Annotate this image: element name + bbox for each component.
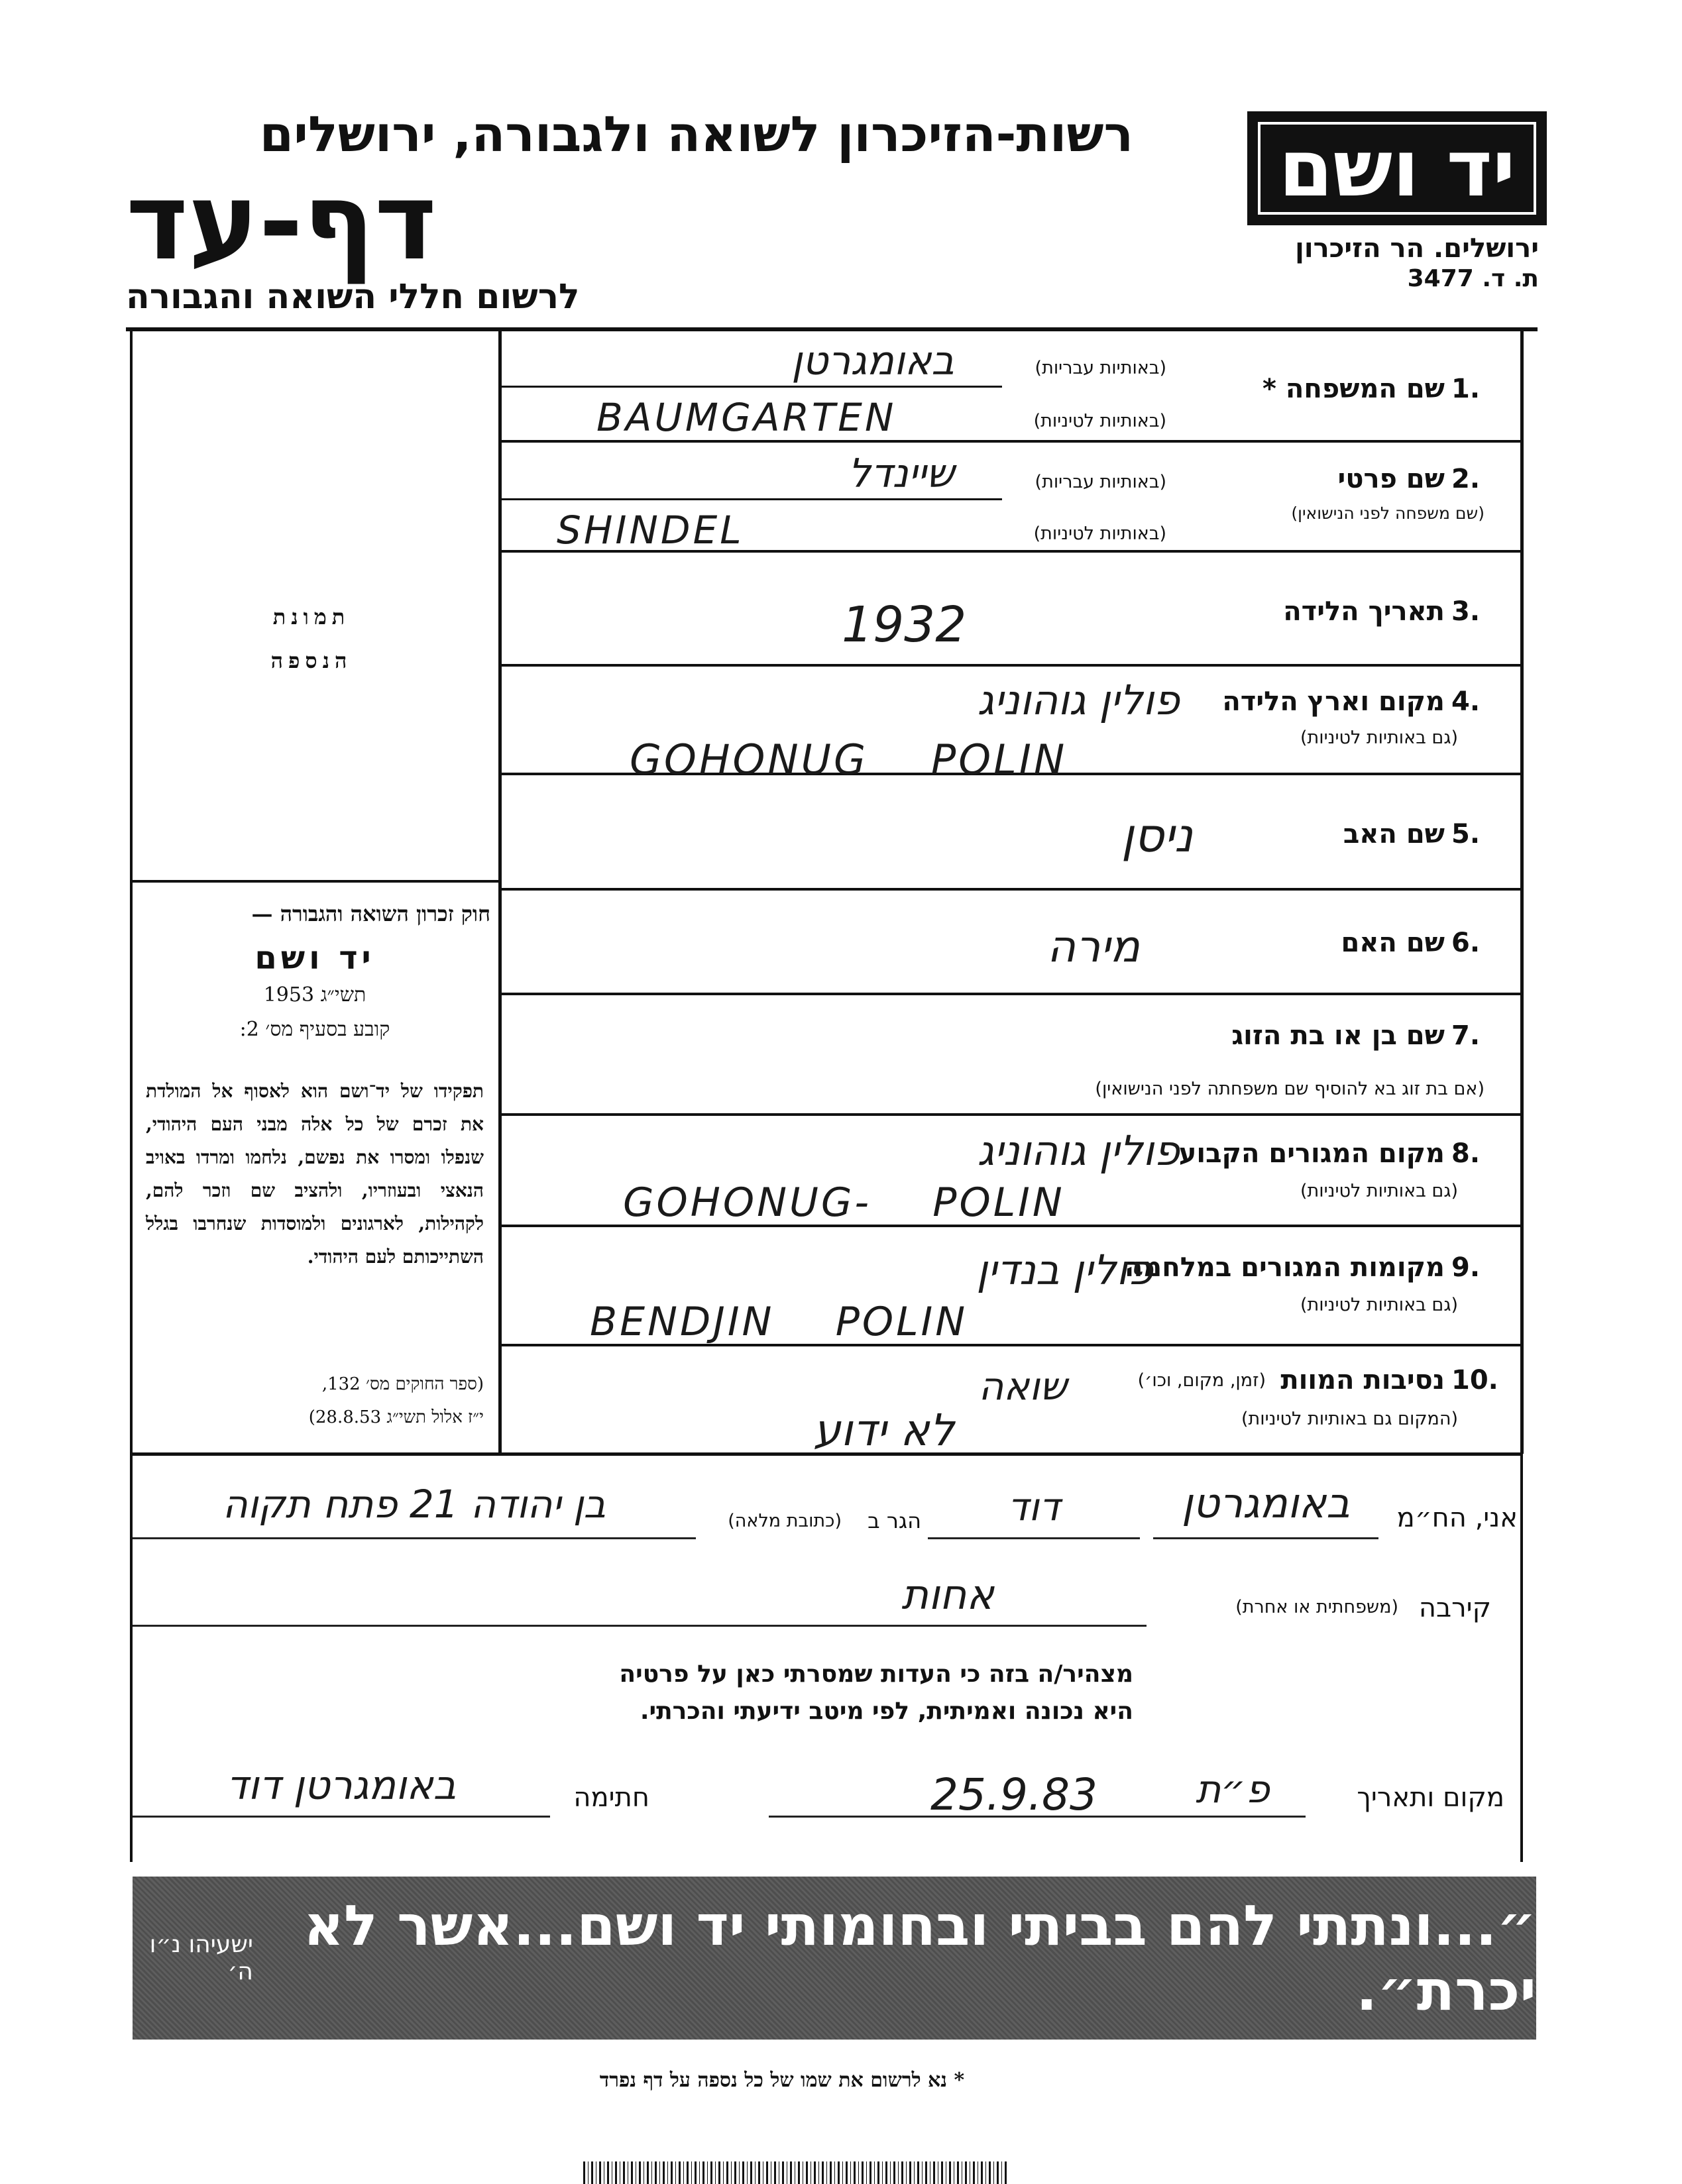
field8-number: 8. (1451, 1138, 1481, 1169)
field3-label: תאריך הלידה (1283, 596, 1445, 627)
banner-reference: ישעיהו נ״ו ה׳ (149, 1931, 253, 1985)
field10-value-line2: לא ידוע (813, 1405, 954, 1456)
surname-line (1153, 1537, 1378, 1539)
bible-quote-banner (133, 1877, 1536, 2040)
field3-value: 1932 (842, 596, 967, 653)
row-divider-1 (498, 440, 1520, 443)
law-year: תשי״ג 1953 (263, 983, 366, 1007)
field8-latin-value: GOHONUG- POLIN (623, 1179, 1065, 1226)
field6-value: מירה (1047, 921, 1140, 972)
side-divider (130, 880, 498, 883)
law-title: חוק זכרון השואה והגבורה — (251, 901, 490, 926)
relation-label: קירבה (1418, 1593, 1491, 1623)
relation-line (133, 1625, 1147, 1627)
field1-latin-hint: (באותיות לטיניות) (1033, 411, 1166, 431)
field2-latin-value: SHINDEL (557, 508, 744, 553)
field9-number: 9. (1451, 1252, 1481, 1283)
photo-box-line2: הנספה (270, 648, 353, 673)
signature-line (133, 1816, 550, 1818)
field9-hebrew-value: פולין בנדין (976, 1246, 1153, 1294)
field2-label: שם פרטי (1337, 464, 1445, 494)
field9-latin-value: BENDJIN POLIN (590, 1299, 968, 1345)
place-date-label: מקום ותאריך (1357, 1782, 1504, 1813)
authority-heading: רשות-הזיכרון לשואה ולגבורה, ירושלים (259, 106, 1133, 163)
footer-note: * נא לרשום את שמו של כל נספה על דף נפרד (599, 2069, 965, 2092)
row2-mid-line (498, 498, 1002, 500)
field10-sub: (המקום גם באותיות לטיניות) (1241, 1409, 1458, 1429)
declaration-surname: באומגרטן (1182, 1479, 1350, 1527)
field8-label: מקום המגורים הקבוע (1178, 1138, 1445, 1169)
scan-barcode-strip (583, 2161, 1007, 2184)
row1-mid-line (498, 386, 1002, 388)
law-ref1: (ספר החוקים מס׳ 132, (321, 1374, 484, 1394)
field4-latin-value: GOHONUG POLIN (630, 736, 1068, 784)
field2-hebrew-value: שיינדל (848, 451, 954, 497)
law-ref2: י״ז אלול תשי״ג 28.8.53) (308, 1407, 484, 1427)
photo-box-line1: תמונת (272, 604, 351, 629)
declaration-date: 25.9.83 (930, 1769, 1097, 1820)
field4-label: מקום וארץ הלידה (1222, 686, 1445, 717)
firstname-line (928, 1537, 1140, 1539)
declaration-place: פ״ת (1196, 1767, 1270, 1812)
row-divider-6 (498, 993, 1520, 995)
column-divider (498, 327, 502, 1454)
field2-number: 2. (1451, 464, 1481, 494)
field2-hebrew-hint: (באותיות עבריות) (1035, 472, 1166, 492)
field2-sub: (שם משפחה לפני הנישואין) (1291, 504, 1485, 523)
statement-line2: היא נכונה ואמיתית, לפי מיטב ידיעתי והכרתי. (640, 1698, 1133, 1725)
field4-sub: (גם באותיות לטיניות) (1300, 728, 1458, 748)
field8-sub: (גם באותיות לטיניות) (1300, 1181, 1458, 1201)
frame-left (130, 327, 133, 1862)
field10-label: נסיבות המוות (1280, 1365, 1445, 1395)
field4-hebrew-value: פולין גוהוניג (977, 676, 1180, 724)
logo-text: יד ושם (1278, 123, 1516, 214)
law-name: יד ושם (254, 940, 375, 977)
field2-latin-hint: (באותיות לטיניות) (1033, 523, 1166, 544)
field10-value-line1: שואה (978, 1364, 1067, 1409)
yad-vashem-logo (1247, 111, 1547, 225)
lives-label: הגר ב (868, 1508, 921, 1533)
field6-label: שם האם (1341, 928, 1445, 958)
law-body: תפקידו של יד־ושם הוא לאסוף אל המולדת את זכרם של כל אלה מבני העם היהודי, שנפלו ומסרו את נפשם, נלחמו ומרדו באויב הנאצי ובעוזריו, ולהציב שם וזכר להם, לקהילות, לארגונים ולמוסדות שנחרבו בגלל השתייכותם לעם היהודי. (146, 1080, 484, 1268)
field7-label: שם בן או בת הזוג (1231, 1020, 1445, 1051)
relation-hint: (משפחתית או אחרת) (1235, 1597, 1398, 1617)
field1-hebrew-value: באומגרטן (791, 338, 954, 384)
declaration-relation: אחות (901, 1570, 994, 1619)
signature-label: חתימה (573, 1782, 649, 1813)
address-hint: (כתובת מלאה) (728, 1511, 842, 1531)
field1-latin-value: BAUMGARTEN (596, 395, 897, 440)
field4-number: 4. (1451, 686, 1481, 717)
page-title: דף-עד (126, 160, 437, 284)
field9-sub: (גם באותיות לטיניות) (1300, 1295, 1458, 1315)
banner-quote: ״...ונתתי להם בביתי ובחומותי יד ושם...אשר לא יכרת״. (303, 1893, 1536, 2023)
address-line (133, 1537, 696, 1539)
row-divider-5 (498, 888, 1520, 891)
field5-label: שם האב (1343, 819, 1445, 849)
field10-number: 10. (1451, 1365, 1498, 1395)
field6-number: 6. (1451, 928, 1481, 958)
field7-number: 7. (1451, 1020, 1481, 1051)
field1-hebrew-hint: (באותיות עבריות) (1035, 358, 1166, 378)
field9-label: מקומות המגורים במלחמה (1124, 1252, 1445, 1283)
statement-line1: מצהיר/ה בזה כי העדות שמסרתי כאן על פרטיה (619, 1661, 1133, 1688)
frame-top (126, 327, 1538, 331)
frame-right-lower (1520, 1454, 1523, 1862)
row-divider-7 (498, 1113, 1520, 1116)
declaration-firstname: דוד (1007, 1484, 1060, 1529)
field1-number: 1. (1451, 374, 1481, 404)
declaration-signature: באומגרטן דוד (226, 1763, 457, 1809)
field1-label: שם המשפחה * (1262, 374, 1445, 404)
field5-value: ניסן (1121, 808, 1193, 863)
row-divider-3 (498, 664, 1520, 667)
field7-sub: (אם בת זוג בא להוסיף שם משפחתה לפני הנישואין) (1095, 1079, 1485, 1099)
field5-number: 5. (1451, 819, 1481, 849)
declaration-address: בן יהודה 21 פתח תקוה (222, 1482, 606, 1527)
logo-address-line1: ירושלים. הר הזיכרון (1295, 233, 1539, 264)
law-section: קובע בסעיף מס׳ 2: (239, 1018, 390, 1041)
field10-label-note: (זמן, מקום, וכו׳) (1137, 1370, 1266, 1391)
page-subtitle: לרשום חללי השואה והגבורה (126, 277, 580, 317)
declaration-i-label: אני, הח״מ (1396, 1503, 1518, 1533)
frame-right (1520, 327, 1524, 1454)
field3-number: 3. (1451, 596, 1481, 627)
logo-address-line2: ת. ד. 3477 (1407, 265, 1539, 292)
field8-hebrew-value: פולין גוהוניג (977, 1126, 1180, 1175)
